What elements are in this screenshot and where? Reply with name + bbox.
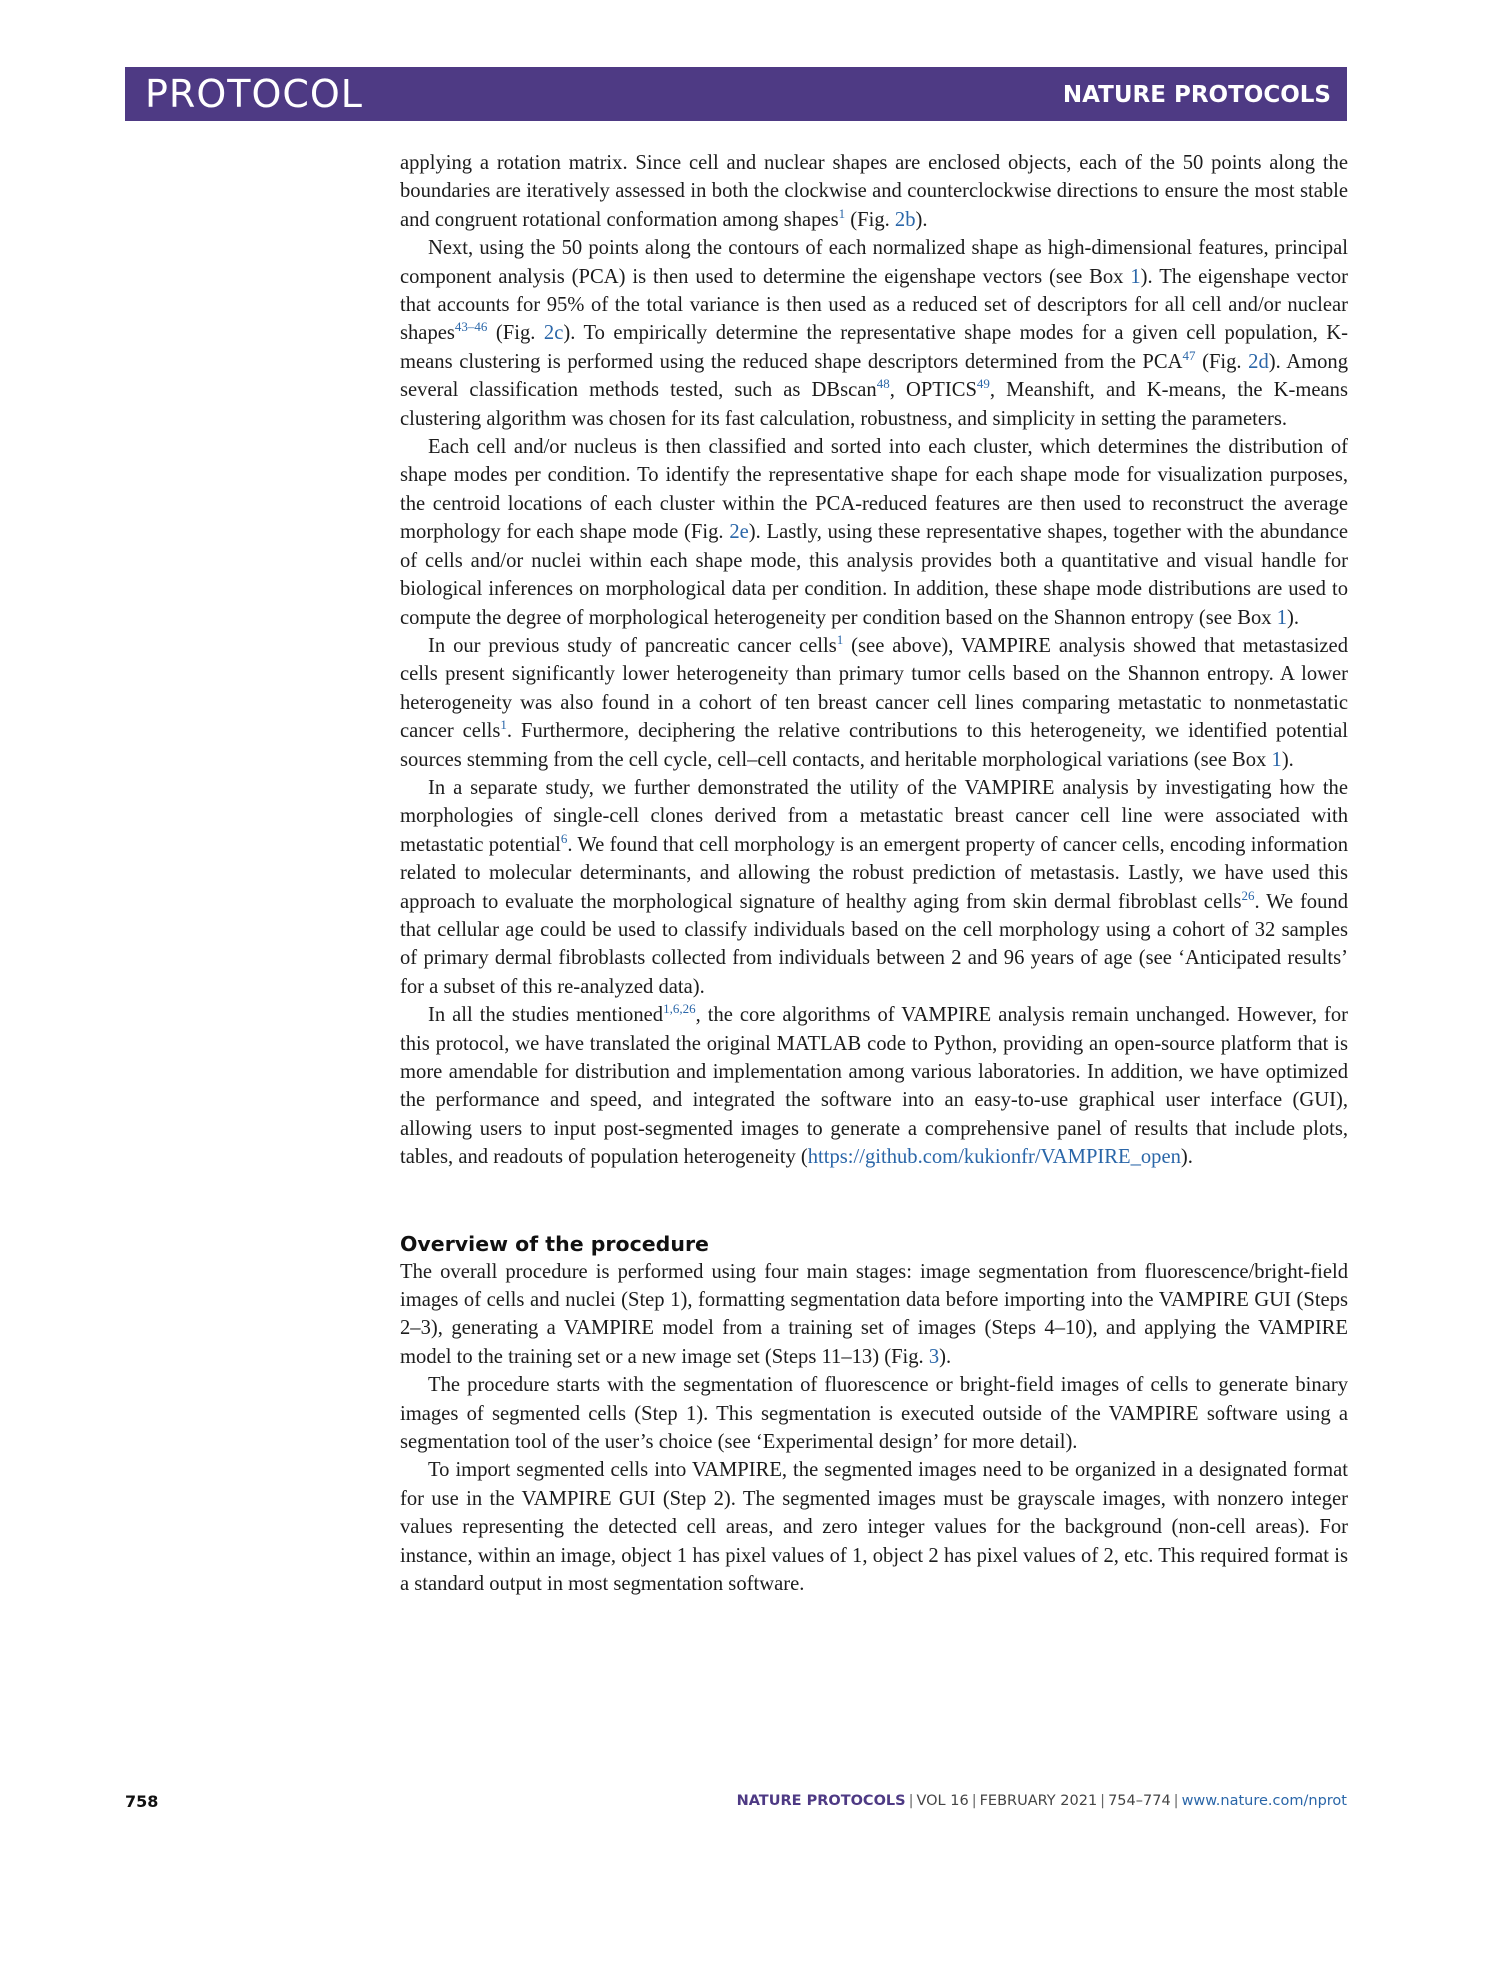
citation-ref[interactable]: 1 (500, 717, 507, 733)
figure-ref[interactable]: 2d (1248, 350, 1269, 373)
footer-journal: NATURE PROTOCOLS (736, 1793, 906, 1809)
paragraph-6: In all the studies mentioned$^{1,6,26}$, the core algorithms of VAMPIRE analysis remain unchanged. However, for this protocol, we have translated the original MATLAB code to Python, providing an open-source platform that is more amendable for distribution and implementation among various laboratories. In addition, we have optimized the performance and speed, and integrated the software into an easy-to-use graphical user interface (GUI), allowing users to input post-segmented images to generate a comprehensive panel of results that include plots, tables, and readouts of population heterogeneity (https://github.com/kukionfr/VAMPIRE_open). (400, 1001, 1348, 1169)
paragraph-4: In our previous study of pancreatic cancer cells$^1$ (see above), VAMPIRE analysis showed that metastasized cells present significantly lower heterogeneity than primary tumor cells based on the Shannon entropy. A lower heterogeneity was also found in a cohort of ten breast cancer cell lines comparing metastatic to nonmetastatic cancer cells$^1$. Furthermore, deciphering the relative contributions to this heterogeneity, we identified potential sources stemming from the cell cycle, cell–cell contacts, and heritable morphological variations (see Box 1). (400, 631, 1348, 771)
citation-ref[interactable]: 1 (836, 631, 844, 647)
header-banner (125, 67, 1347, 121)
citation-ref[interactable]: 49 (976, 376, 990, 392)
page-number: 758 (125, 1792, 159, 1811)
paragraph-1: applying a rotation matrix. Since cell and nuclear shapes are enclosed objects, each of the 50 points along the boundaries are iteratively assessed in both the clockwise and counterclockwise directions to ensure the most stable and congruent rotational conformation among shapes$^1$ (Fig. 2b). (400, 152, 1348, 231)
paragraph-3: Each cell and/or nucleus is then classified and sorted into each cluster, which determines the distribution of shape modes per condition. To identify the representative shape for each shape mode for visualization purposes, the centroid locations of each cluster within the PCA-reduced features are then used to reconstruct the average morphology for each shape mode (Fig. 2e). Lastly, using these representative shapes, together with the abundance of cells and/or nuclei within each shape mode, this analysis provides both a quantitative and visual handle for biological inferences on morphological data per condition. In addition, these shape mode distributions are used to compute the degree of morphological heterogeneity per condition based on the Shannon entropy (see Box 1). (400, 436, 1348, 629)
citation-ref[interactable]: 6 (560, 830, 568, 846)
section-label: PROTOCOL (145, 72, 363, 116)
journal-name: NATURE PROTOCOLS (1062, 82, 1331, 108)
github-link[interactable]: https://github.com/kukionfr/VAMPIRE_open (807, 1146, 1181, 1169)
paragraph-8: The procedure starts with the segmentation of fluorescence or bright-field images of cells to generate binary images of segmented cells (Step 1). This segmentation is executed outside of the VAMPIRE software using a segmentation tool of the user’s choice (see ‘Experimental design’ for more detail). (400, 1374, 1348, 1454)
box-ref[interactable]: 1 (1276, 606, 1287, 629)
footer-date: FEBRUARY 2021 (979, 1793, 1098, 1809)
section-heading: Overview of the procedure (400, 1231, 709, 1256)
figure-ref[interactable]: 2b (894, 208, 916, 231)
footer-pages: 754–774 (1108, 1793, 1171, 1809)
main-text-column (400, 149, 1348, 1599)
paragraph-5: In a separate study, we further demonstrated the utility of the VAMPIRE analysis by investigating how the morphologies of single-cell clones derived from a metastatic breast cancer cell line were associated with metastatic potential$^6$. We found that cell morphology is an emergent property of cancer cells, encoding information related to molecular determinants, and allowing the robust prediction of metastasis. Lastly, we have used this approach to evaluate the morphological signature of healthy aging from skin dermal fibroblast cells$^{26}$. We found that cellular age could be used to classify individuals based on the cell morphology using a cohort of 32 samples of primary dermal fibroblasts collected from individuals between 2 and 96 years of age (see ‘Anticipated results’ for a subset of this re-analyzed data). (400, 776, 1348, 998)
citation-ref[interactable]: 48 (876, 376, 890, 392)
citation-ref[interactable]: 47 (1182, 347, 1196, 363)
box-ref[interactable]: 1 (1130, 265, 1141, 288)
footer-volume: VOL 16 (916, 1793, 969, 1809)
citation-ref[interactable]: 1,6,26 (663, 1001, 696, 1017)
footer-url[interactable]: www.nature.com/nprot (1181, 1793, 1347, 1809)
figure-ref[interactable]: 2e (729, 521, 749, 544)
paragraph-7: The overall procedure is performed using four main stages: image segmentation from fluorescence/bright-field images of cells and nuclei (Step 1), formatting segmentation data before importing into the VAMPIRE GUI (Steps 2–3), generating a VAMPIRE model from a training set of images (Steps 4–10), and applying the VAMPIRE model to the training set or a new image set (Steps 11–13) (Fig. 3). (400, 1260, 1348, 1368)
citation-ref[interactable]: 1 (838, 205, 846, 221)
footer-citation: NATURE PROTOCOLS | VOL 16 | FEBRUARY 2021 | 754–774 | www.nature.com/nprot (736, 1793, 1347, 1809)
box-ref[interactable]: 1 (1271, 748, 1282, 771)
figure-ref[interactable]: 3 (928, 1345, 940, 1368)
paragraph-9: To import segmented cells into VAMPIRE, the segmented images need to be organized in a designated format for use in the VAMPIRE GUI (Step 2). The segmented images must be grayscale images, with nonzero integer values representing the detected cell areas, and zero integer values for the background (non-cell areas). For instance, within an image, object 1 has pixel values of 1, object 2 has pixel values of 2, etc. This required format is a standard output in most segmentation software. (400, 1459, 1348, 1596)
citation-ref[interactable]: 26 (1241, 887, 1255, 903)
figure-ref[interactable]: 2c (543, 322, 564, 345)
paragraph-2: Next, using the 50 points along the contours of each normalized shape as high-dimensional features, principal component analysis (PCA) is then used to determine the eigenshape vectors (see Box 1). The eigenshape vector that accounts for 95% of the total variance is then used as a reduced set of descriptors for all cell and/or nuclear shapes$^{43-46}$ (Fig. 2c). To empirically determine the representative shape modes for a given cell population, K-means clustering is performed using the reduced shape descriptors determined from the PCA$^{47}$ (Fig. 2d). Among several classification methods tested, such as DBscan$^{48}$, OPTICS$^{49}$, Meanshift, and K-means, the K-means clustering algorithm was chosen for its fast calculation, robustness, and simplicity in setting the parameters. (400, 237, 1349, 430)
citation-ref[interactable]: 43–46 (454, 319, 488, 335)
